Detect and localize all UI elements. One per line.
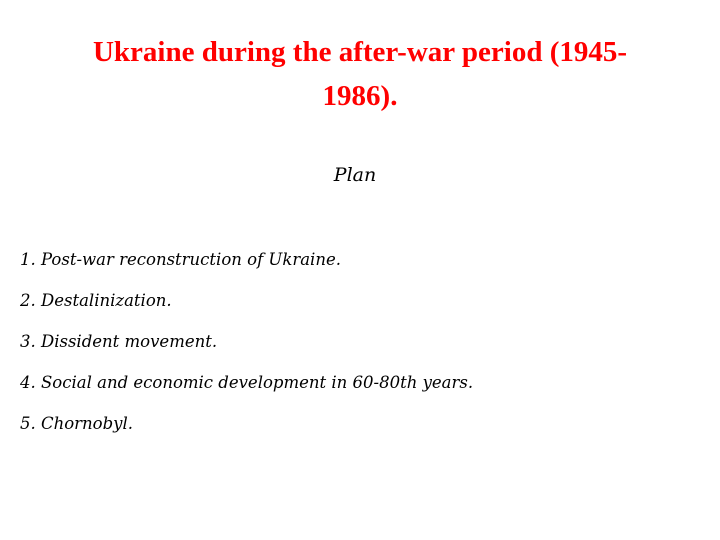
slide-title-line-1: Ukraine during the after-war period (1945-	[92, 36, 628, 68]
plan-item-social-economic-development: 4. Social and economic development in 60-80th years.	[20, 373, 474, 392]
plan-list	[20, 244, 473, 449]
plan-item-chornobyl: 5. Chornobyl.	[20, 414, 134, 433]
plan-heading: Plan	[333, 164, 377, 186]
plan-item-dissident-movement: 3. Dissident movement.	[20, 332, 218, 351]
slide-title	[0, 30, 720, 118]
plan-item-reconstruction: 1. Post-war reconstruction of Ukraine.	[20, 250, 341, 269]
slide-title-line-2: 1986).	[322, 80, 398, 112]
plan-item-destalinization: 2. Destalinization.	[20, 291, 172, 310]
